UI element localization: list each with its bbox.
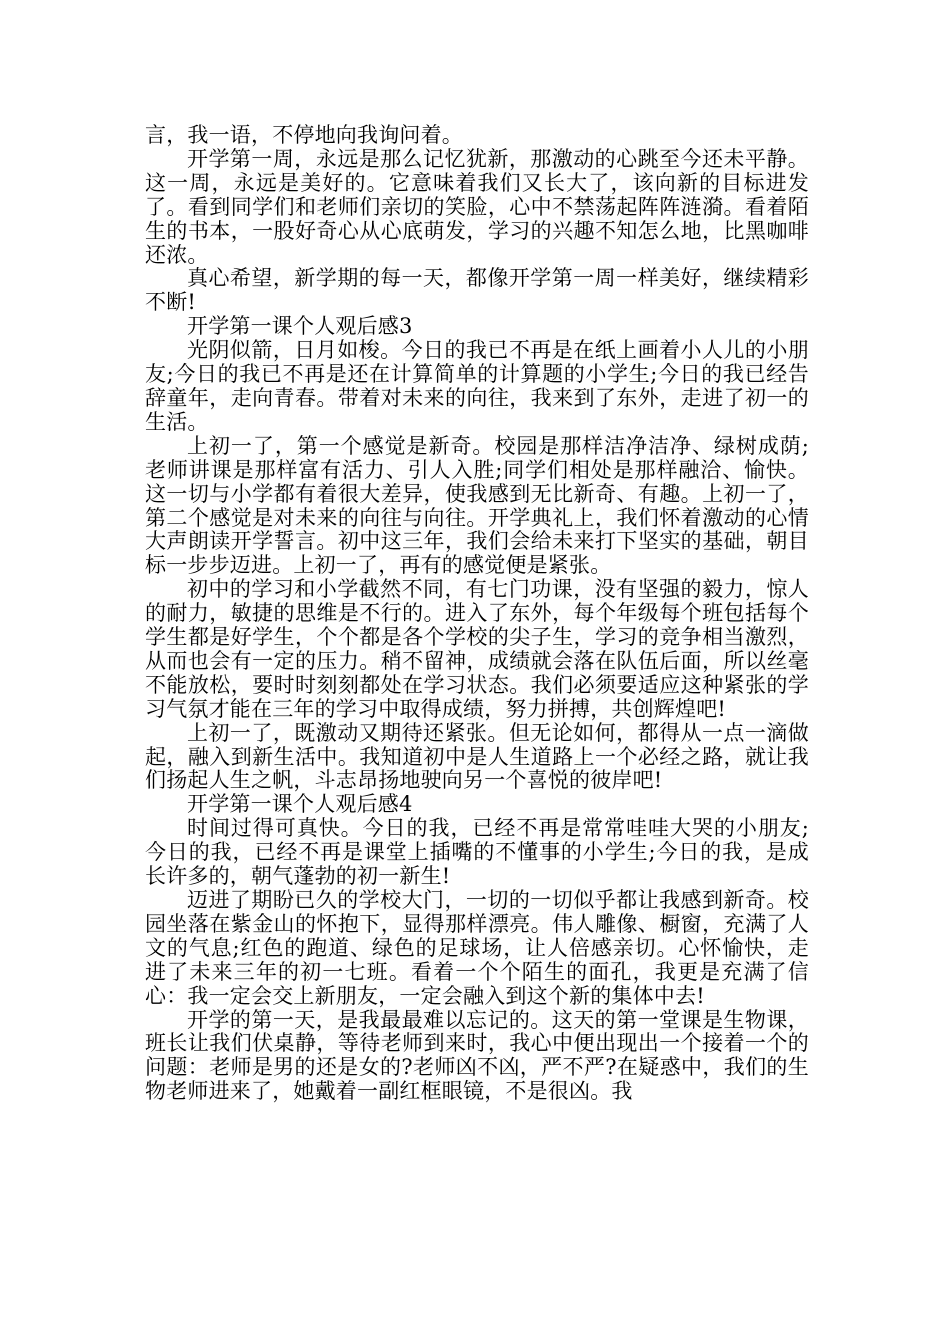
paragraph: 开学第一周，永远是那么记忆犹新，那激动的心跳至今还未平静。这一周，永远是美好的。它意味着我们又长大了，该向新的目标进发了。看到同学们和老师们亲切的笑脸，心中不禁荡起阵阵涟漪。看着陌生的书本，一股好奇心从心底萌发，学习的兴趣不知怎么地，比黑咖啡还浓。 (145, 146, 809, 267)
document-page (145, 124, 809, 1104)
section-heading-3: 开学第一课个人观后感3 (187, 314, 413, 339)
paragraph: 上初一了，第一个感觉是新奇。校园是那样洁净洁净、绿树成荫;老师讲课是那样富有活力、引人入胜;同学们相处是那样融洽、愉快。这一切与小学都有着很大差异，使我感到无比新奇、有趣。上初一了，第二个感觉是对未来的向往与向往。开学典礼上，我们怀着激动的心情大声朗读开学誓言。初中这三年，我们会给未来打下坚实的基础，朝目标一步步迈进。上初一了，再有的感觉便是紧张。 (145, 433, 809, 578)
paragraph: 上初一了，既激动又期待还紧张。但无论如何，都得从一点一滴做起，融入到新生活中。我知道初中是人生道路上一个必经之路，就让我们扬起人生之帆，斗志昂扬地驶向另一个喜悦的彼岸吧! (145, 720, 809, 793)
paragraph: 迈进了期盼已久的学校大门，一切的一切似乎都让我感到新奇。校园坐落在紫金山的怀抱下，显得那样漂亮。伟人雕像、橱窗，充满了人文的气息;红色的跑道、绿色的足球场，让人倍感亲切。心怀愉快，走进了未来三年的初一七班。看着一个个陌生的面孔，我更是充满了信心：我一定会交上新朋友，一定会融入到这个新的集体中去! (145, 888, 809, 1008)
paragraph: 初中的学习和小学截然不同，有七门功课，没有坚强的毅力，惊人的耐力，敏捷的思维是不行的。进入了东外，每个年级每个班包括每个学生都是好学生，个个都是各个学校的尖子生，学习的竞争相当激烈，从而也会有一定的压力。稍不留神，成绩就会落在队伍后面，所以丝毫不能放松，要时时刻刻都处在学习状态。我们必须要适应这种紧张的学习气氛才能在三年的学习中取得成绩，努力拼搏，共创辉煌吧! (145, 577, 809, 721)
paragraph: 开学的第一天，是我最最难以忘记的。这天的第一堂课是生物课，班长让我们伏桌静，等待老师到来时，我心中便出现出一个接着一个的问题：老师是男的还是女的?老师凶不凶，严不严?在疑惑中，我们的生物老师进来了，她戴着一副红框眼镜，不是很凶。我 (145, 1007, 809, 1104)
paragraph: 时间过得可真快。今日的我，已经不再是常常哇哇大哭的小朋友;今日的我，已经不再是课堂上插嘴的不懂事的小学生;今日的我，是成长许多的，朝气蓬勃的初一新生! (145, 816, 809, 889)
section-heading-4: 开学第一课个人观后感4 (187, 792, 413, 817)
paragraph-continued: 言，我一语，不停地向我询问着。 (145, 123, 463, 147)
paragraph: 光阴似箭，日月如梭。今日的我已不再是在纸上画着小人儿的小朋友;今日的我已不再是还在计算简单的计算题的小学生;今日的我已经告辞童年，走向青春。带着对未来的向往，我来到了东外，走进了初一的生活。 (145, 338, 809, 434)
paragraph: 真心希望，新学期的每一天，都像开学第一周一样美好，继续精彩不断! (145, 266, 809, 315)
